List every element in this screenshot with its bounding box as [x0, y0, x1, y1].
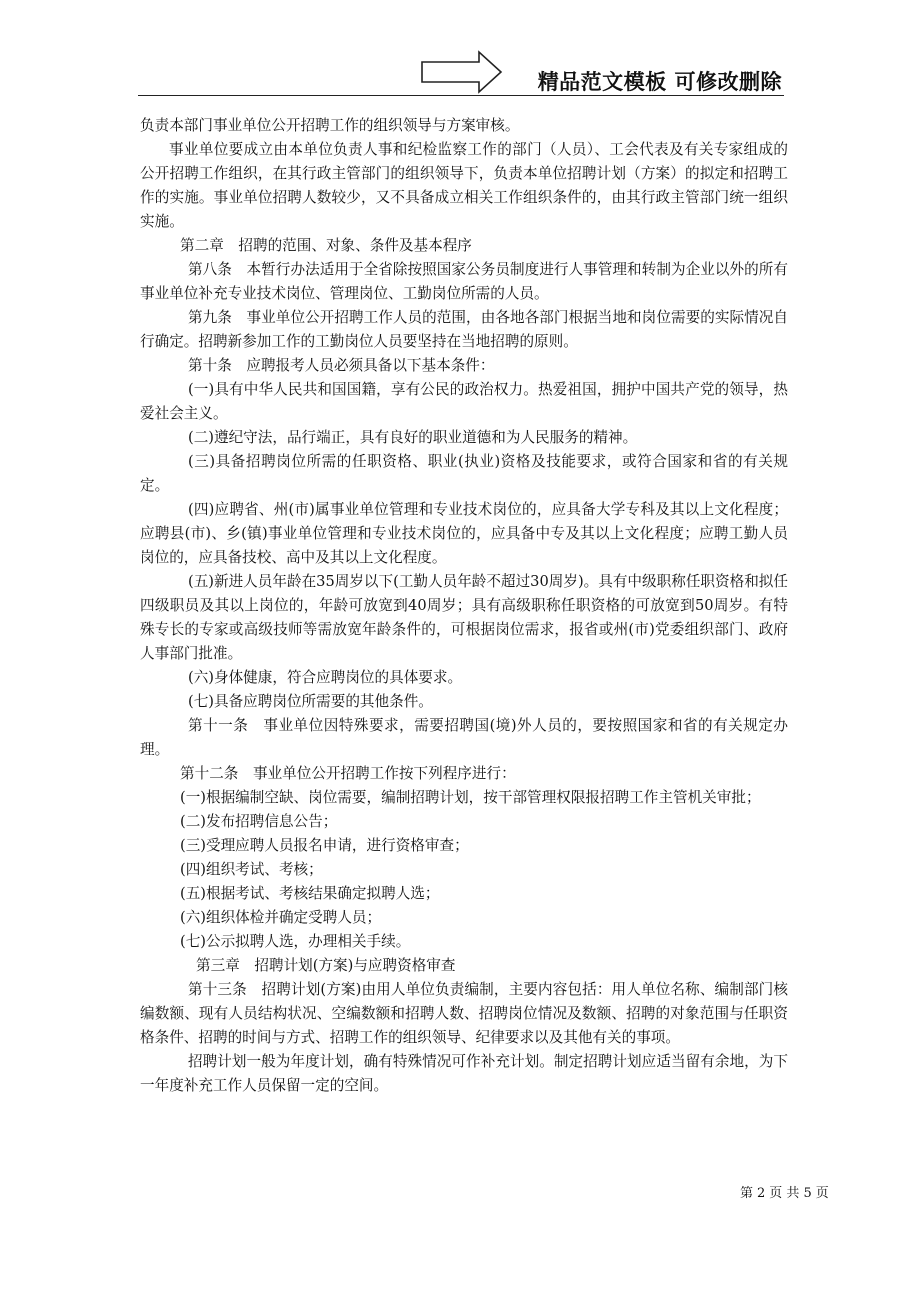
article-paragraph: 招聘计划一般为年度计划，确有特殊情况可作补充计划。制定招聘计划应适当留有余地，为下一年度补充工作人员保留一定的空间。: [140, 1053, 788, 1094]
article-paragraph: 第十三条 招聘计划(方案)由用人单位负责编制，主要内容包括：用人单位名称、编制部门核编数额、现有人员结构状况、空编数额和招聘人数、招聘岗位情况及数额、招聘的对象范围与任职资格条件、招聘的时间与方式、招聘工作的组织领导、纪律要求以及其他有关的事项。: [140, 981, 788, 1046]
header-divider: [138, 95, 784, 96]
chapter-heading: 第二章 招聘的范围、对象、条件及基本程序: [180, 237, 472, 254]
page-footer: [738, 1182, 831, 1201]
article-paragraph: 第十一条 事业单位因特殊要求，需要招聘国(境)外人员的，要按照国家和省的有关规定办理。: [140, 717, 788, 758]
list-item: (七)公示拟聘人选，办理相关手续。: [180, 933, 411, 950]
article-paragraph: 第八条 本暂行办法适用于全省除按照国家公务员制度进行人事管理和转制为企业以外的所有事业单位补充专业技术岗位、管理岗位、工勤岗位所需的人员。: [140, 261, 788, 302]
paragraph: 负责本部门事业单位公开招聘工作的组织领导与方案审核。: [140, 117, 520, 134]
list-item: (一)根据编制空缺、岗位需要，编制招聘计划，按干部管理权限报招聘工作主管机关审批；: [180, 789, 761, 806]
list-item: (三)受理应聘人员报名申请，进行资格审查；: [180, 837, 469, 854]
list-item: (二)遵纪守法，品行端正，具有良好的职业道德和为人民服务的精神。: [188, 429, 638, 446]
list-item: (六)身体健康，符合应聘岗位的具体要求。: [188, 669, 463, 686]
chapter-heading: 第三章 招聘计划(方案)与应聘资格审查: [196, 957, 456, 974]
list-item: (一)具有中华人民共和国国籍，享有公民的政治权力。热爱祖国，拥护中国共产党的领导，热爱社会主义。: [140, 381, 788, 422]
list-item: (七)具备应聘岗位所需要的其他条件。: [188, 693, 433, 710]
article-paragraph: 第九条 事业单位公开招聘工作人员的范围，由各地各部门根据当地和岗位需要的实际情况自行确定。招聘新参加工作的工勤岗位人员要坚持在当地招聘的原则。: [140, 309, 788, 350]
total-page-count: 5: [803, 1186, 812, 1201]
footer-middle: 页 共: [769, 1186, 800, 1201]
list-item: (六)组织体检并确定受聘人员；: [180, 909, 382, 926]
current-page-number: 2: [757, 1186, 766, 1201]
list-item: (四)组织考试、考核；: [180, 861, 323, 878]
footer-suffix: 页: [815, 1186, 829, 1201]
document-body: [140, 114, 788, 1098]
list-item: (五)新进人员年龄在35周岁以下(工勤人员年龄不超过30周岁)。具有中级职称任职资格和拟任四级职员及其以上岗位的，年龄可放宽到40周岁；具有高级职称任职资格的可放宽到50周岁。有特殊专长的专家或高级技师等需放宽年龄条件的，可根据岗位需求，报省或州(市)党委组织部门、政府人事部门批准。: [140, 573, 788, 662]
page-header: [138, 50, 784, 96]
footer-prefix: 第: [740, 1186, 754, 1201]
list-item: (四)应聘省、州(市)属事业单位管理和专业技术岗位的，应具备大学专科及其以上文化程度；应聘县(市)、乡(镇)事业单位管理和专业技术岗位的，应具备中专及其以上文化程度；应聘工勤人员岗位的，应具备技校、高中及其以上文化程度。: [140, 501, 788, 566]
list-item: (三)具备招聘岗位所需的任职资格、职业(执业)资格及技能要求，或符合国家和省的有关规定。: [140, 453, 788, 494]
article-paragraph: 第十条 应聘报考人员必须具备以下基本条件：: [188, 357, 495, 374]
header-title: 精品范文模板 可修改删除: [537, 70, 782, 94]
list-item: (五)根据考试、考核结果确定拟聘人选；: [180, 885, 440, 902]
right-arrow-outline-icon: [421, 50, 503, 94]
list-item: (二)发布招聘信息公告；: [180, 813, 338, 830]
article-paragraph: 第十二条 事业单位公开招聘工作按下列程序进行：: [180, 765, 516, 782]
paragraph: 事业单位要成立由本单位负责人事和纪检监察工作的部门（人员）、工会代表及有关专家组成的公开招聘工作组织，在其行政主管部门的组织领导下，负责本单位招聘计划（方案）的拟定和招聘工作的实施。事业单位招聘人数较少，又不具备成立相关工作组织条件的，由其行政主管部门统一组织实施。: [140, 141, 788, 230]
